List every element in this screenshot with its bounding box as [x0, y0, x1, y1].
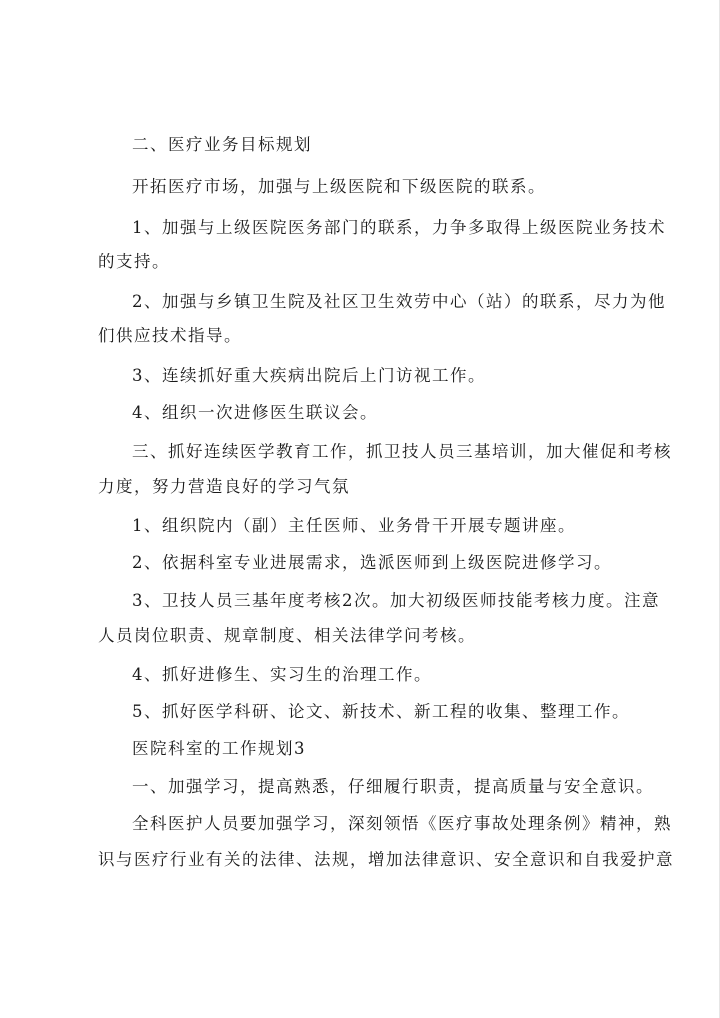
- paragraph-line: 1、组织院内（副）主任医师、业务骨干开展专题讲座。: [132, 516, 576, 535]
- paragraph-line: 4、抓好进修生、实习生的治理工作。: [132, 665, 432, 684]
- paragraph-line: 一、加强学习，提高熟悉，仔细履行职责，提高质量与安全意识。: [132, 777, 654, 796]
- paragraph-line: 的支持。: [98, 252, 170, 271]
- paragraph-line: 人员岗位职责、规章制度、相关法律学问考核。: [98, 626, 476, 645]
- paragraph-line: 3、卫技人员三基年度考核2次。加大初级医师技能考核力度。注意: [132, 591, 660, 610]
- paragraph-line: 力度，努力营造良好的学习气氛: [98, 477, 350, 496]
- paragraph-line: 1、加强与上级医院医务部门的联系，力争多取得上级医院业务技术: [132, 218, 666, 237]
- paragraph-line: 3、连续抓好重大疾病出院后上门访视工作。: [132, 366, 486, 385]
- paragraph-line: 们供应技术指导。: [98, 326, 242, 345]
- paragraph-line: 识与医疗行业有关的法律、法规，增加法律意识、安全意识和自我爱护意: [98, 850, 674, 869]
- paragraph-line: 开拓医疗市场，加强与上级医院和下级医院的联系。: [132, 177, 546, 196]
- paragraph-line: 5、抓好医学科研、论文、新技术、新工程的收集、整理工作。: [132, 702, 630, 721]
- paragraph-line: 2、依据科室专业进展需求，选派医师到上级医院进修学习。: [132, 553, 612, 572]
- section-heading: 医院科室的工作规划3: [132, 739, 306, 758]
- paragraph-line: 4、组织一次进修医生联议会。: [132, 403, 378, 422]
- section-heading: 三、抓好连续医学教育工作，抓卫技人员三基培训，加大催促和考核: [132, 442, 672, 461]
- paragraph-line: 全科医护人员要加强学习，深刻领悟《医疗事故处理条例》精神，熟: [132, 814, 672, 833]
- section-heading: 二、医疗业务目标规划: [132, 135, 312, 154]
- paragraph-line: 2、加强与乡镇卫生院及社区卫生效劳中心（站）的联系，尽力为他: [132, 292, 666, 311]
